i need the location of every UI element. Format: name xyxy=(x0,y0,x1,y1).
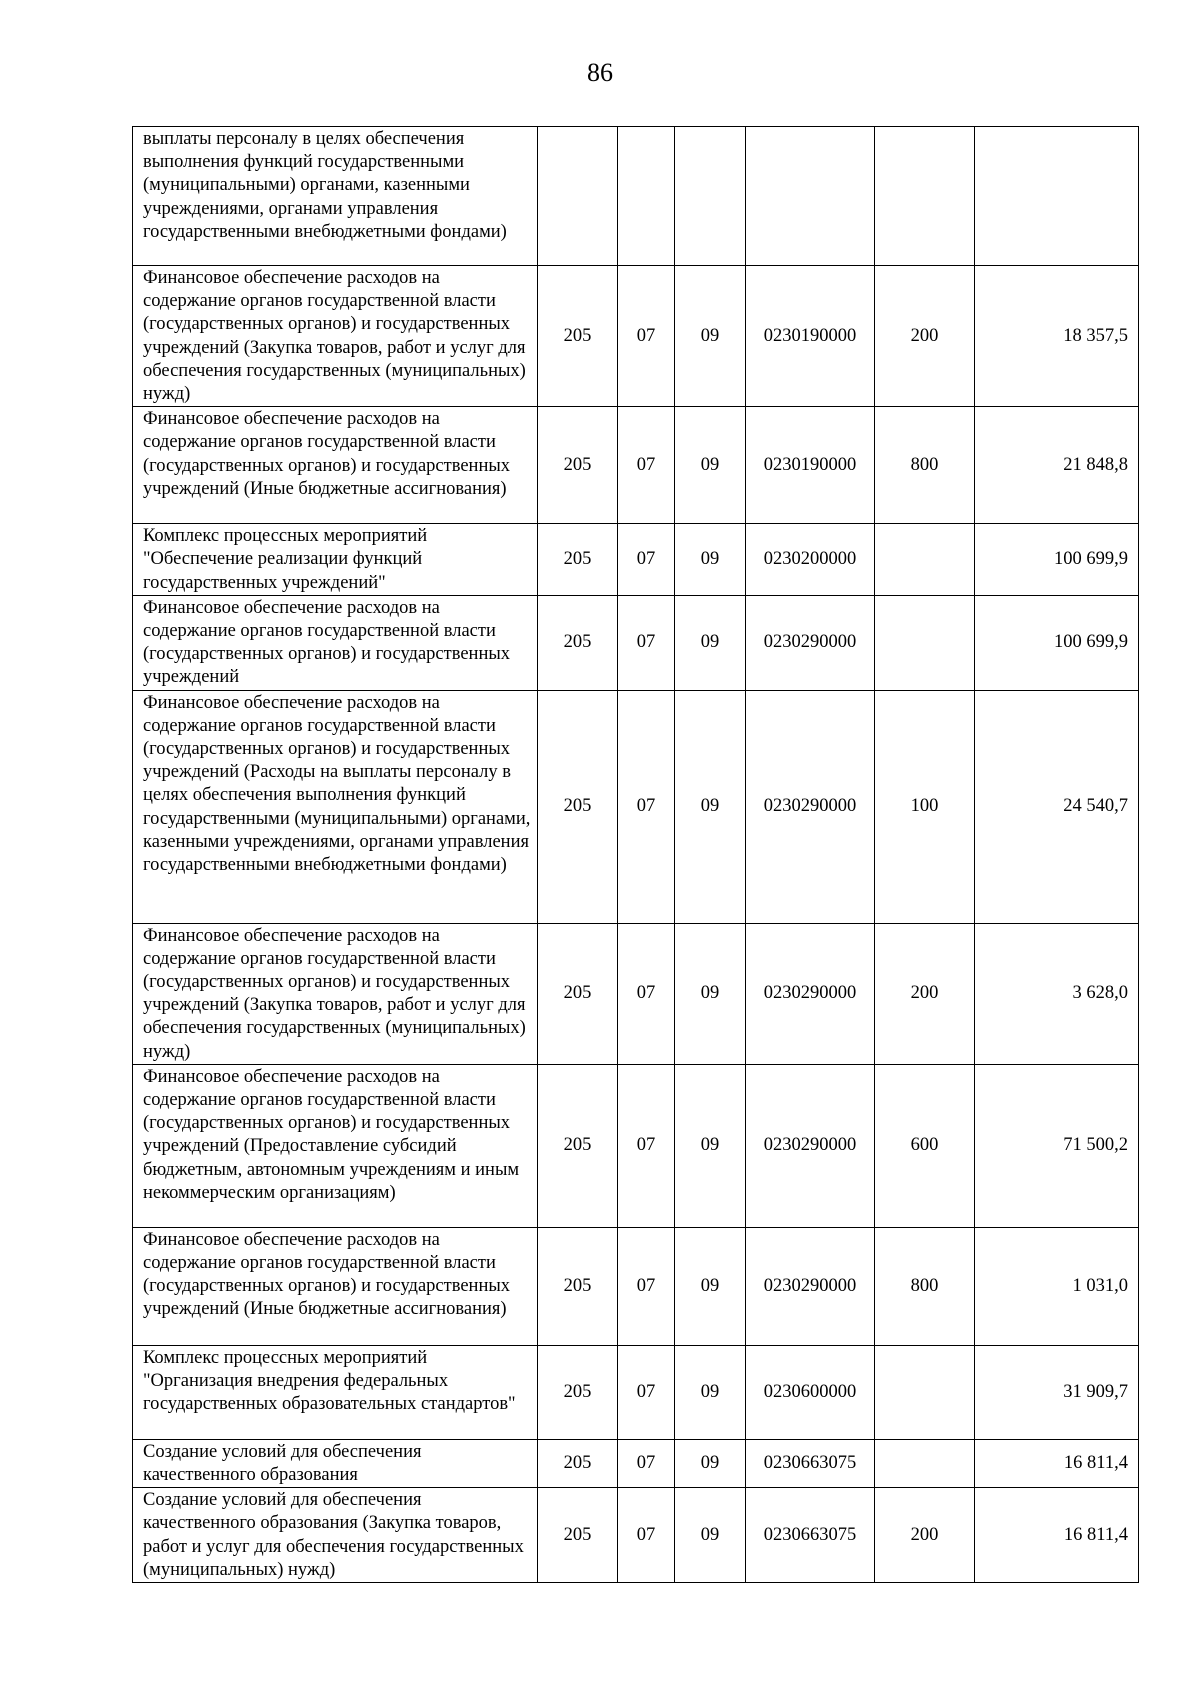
expense-type-cell: 200 xyxy=(875,923,975,1064)
section-cell: 07 xyxy=(618,595,675,690)
ved-cell: 205 xyxy=(538,524,618,596)
target-article-cell: 0230290000 xyxy=(746,1227,875,1345)
target-article-cell: 0230290000 xyxy=(746,690,875,923)
section-cell: 07 xyxy=(618,1064,675,1227)
expense-type-cell: 800 xyxy=(875,407,975,524)
section-cell: 07 xyxy=(618,690,675,923)
table-row xyxy=(133,923,1139,1064)
amount-cell: 3 628,0 xyxy=(975,923,1139,1064)
ved-cell: 205 xyxy=(538,407,618,524)
amount-cell: 16 811,4 xyxy=(975,1439,1139,1487)
subsection-cell: 09 xyxy=(675,524,746,596)
subsection-cell: 09 xyxy=(675,266,746,407)
row-name-cell: Создание условий для обеспечения качественного образования (Закупка товаров, работ и услуг для обеспечения государственных (муниципальных) нужд) xyxy=(133,1488,538,1583)
expense-type-cell xyxy=(875,1439,975,1487)
amount-cell: 100 699,9 xyxy=(975,595,1139,690)
table-row xyxy=(133,595,1139,690)
row-name-cell: Финансовое обеспечение расходов на содержание органов государственной власти (государственных органов) и государственных учреждений (Предоставление субсидий бюджетным, автономным учреждениям и иным некоммерческим организациям) xyxy=(133,1064,538,1227)
subsection-cell: 09 xyxy=(675,1345,746,1439)
amount-cell: 31 909,7 xyxy=(975,1345,1139,1439)
table-row xyxy=(133,1345,1139,1439)
section-cell: 07 xyxy=(618,524,675,596)
expense-type-cell: 800 xyxy=(875,1227,975,1345)
subsection-cell: 09 xyxy=(675,595,746,690)
target-article-cell: 0230663075 xyxy=(746,1488,875,1583)
target-article-cell: 0230190000 xyxy=(746,407,875,524)
target-article-cell: 0230663075 xyxy=(746,1439,875,1487)
ved-cell: 205 xyxy=(538,1064,618,1227)
budget-table xyxy=(132,126,1139,1583)
subsection-cell: 09 xyxy=(675,1064,746,1227)
amount-cell: 18 357,5 xyxy=(975,266,1139,407)
table-row xyxy=(133,1064,1139,1227)
row-name-cell: выплаты персоналу в целях обеспечения выполнения функций государственными (муниципальными) органами, казенными учреждениями, органами управления государственными внебюджетными фондами) xyxy=(133,127,538,266)
table-row xyxy=(133,266,1139,407)
amount-cell: 24 540,7 xyxy=(975,690,1139,923)
subsection-cell: 09 xyxy=(675,1488,746,1583)
amount-cell xyxy=(975,127,1139,266)
row-name-cell: Финансовое обеспечение расходов на содержание органов государственной власти (государственных органов) и государственных учреждений (Иные бюджетные ассигнования) xyxy=(133,1227,538,1345)
table-row xyxy=(133,1488,1139,1583)
target-article-cell: 0230290000 xyxy=(746,595,875,690)
row-name-cell: Комплекс процессных мероприятий "Обеспечение реализации функций государственных учреждений" xyxy=(133,524,538,596)
section-cell: 07 xyxy=(618,1439,675,1487)
expense-type-cell: 200 xyxy=(875,266,975,407)
ved-cell: 205 xyxy=(538,1488,618,1583)
amount-cell: 71 500,2 xyxy=(975,1064,1139,1227)
table-row xyxy=(133,407,1139,524)
amount-cell: 100 699,9 xyxy=(975,524,1139,596)
subsection-cell: 09 xyxy=(675,923,746,1064)
subsection-cell: 09 xyxy=(675,407,746,524)
expense-type-cell xyxy=(875,127,975,266)
table-row xyxy=(133,1227,1139,1345)
target-article-cell xyxy=(746,127,875,266)
expense-type-cell: 200 xyxy=(875,1488,975,1583)
row-name-cell: Финансовое обеспечение расходов на содержание органов государственной власти (государственных органов) и государственных учреждений xyxy=(133,595,538,690)
subsection-cell: 09 xyxy=(675,1439,746,1487)
ved-cell: 205 xyxy=(538,266,618,407)
amount-cell: 1 031,0 xyxy=(975,1227,1139,1345)
expense-type-cell xyxy=(875,1345,975,1439)
section-cell: 07 xyxy=(618,1227,675,1345)
subsection-cell: 09 xyxy=(675,1227,746,1345)
subsection-cell: 09 xyxy=(675,690,746,923)
ved-cell: 205 xyxy=(538,690,618,923)
ved-cell: 205 xyxy=(538,1345,618,1439)
row-name-cell: Создание условий для обеспечения качественного образования xyxy=(133,1439,538,1487)
amount-cell: 21 848,8 xyxy=(975,407,1139,524)
expense-type-cell xyxy=(875,524,975,596)
row-name-cell: Финансовое обеспечение расходов на содержание органов государственной власти (государственных органов) и государственных учреждений (Закупка товаров, работ и услуг для обеспечения государственных (муниципальных) нужд) xyxy=(133,266,538,407)
table-row xyxy=(133,524,1139,596)
ved-cell: 205 xyxy=(538,595,618,690)
target-article-cell: 0230200000 xyxy=(746,524,875,596)
page-number: 86 xyxy=(587,58,613,87)
section-cell: 07 xyxy=(618,407,675,524)
section-cell: 07 xyxy=(618,266,675,407)
section-cell xyxy=(618,127,675,266)
row-name-cell: Финансовое обеспечение расходов на содержание органов государственной власти (государственных органов) и государственных учреждений (Иные бюджетные ассигнования) xyxy=(133,407,538,524)
expense-type-cell: 600 xyxy=(875,1064,975,1227)
ved-cell: 205 xyxy=(538,1227,618,1345)
target-article-cell: 0230290000 xyxy=(746,1064,875,1227)
ved-cell: 205 xyxy=(538,1439,618,1487)
expense-type-cell: 100 xyxy=(875,690,975,923)
section-cell: 07 xyxy=(618,923,675,1064)
expense-type-cell xyxy=(875,595,975,690)
target-article-cell: 0230290000 xyxy=(746,923,875,1064)
row-name-cell: Финансовое обеспечение расходов на содержание органов государственной власти (государственных органов) и государственных учреждений (Закупка товаров, работ и услуг для обеспечения государственных (муниципальных) нужд) xyxy=(133,923,538,1064)
target-article-cell: 0230190000 xyxy=(746,266,875,407)
amount-cell: 16 811,4 xyxy=(975,1488,1139,1583)
row-name-cell: Комплекс процессных мероприятий "Организация внедрения федеральных государственных образовательных стандартов" xyxy=(133,1345,538,1439)
ved-cell: 205 xyxy=(538,923,618,1064)
table-row xyxy=(133,1439,1139,1487)
target-article-cell: 0230600000 xyxy=(746,1345,875,1439)
section-cell: 07 xyxy=(618,1345,675,1439)
section-cell: 07 xyxy=(618,1488,675,1583)
row-name-cell: Финансовое обеспечение расходов на содержание органов государственной власти (государственных органов) и государственных учреждений (Расходы на выплаты персоналу в целях обеспечения выполнения функций государственными (муниципальными) органами, казенными учреждениями, органами управления государственными внебюджетными фондами) xyxy=(133,690,538,923)
subsection-cell xyxy=(675,127,746,266)
table-row xyxy=(133,127,1139,266)
table-row xyxy=(133,690,1139,923)
ved-cell xyxy=(538,127,618,266)
